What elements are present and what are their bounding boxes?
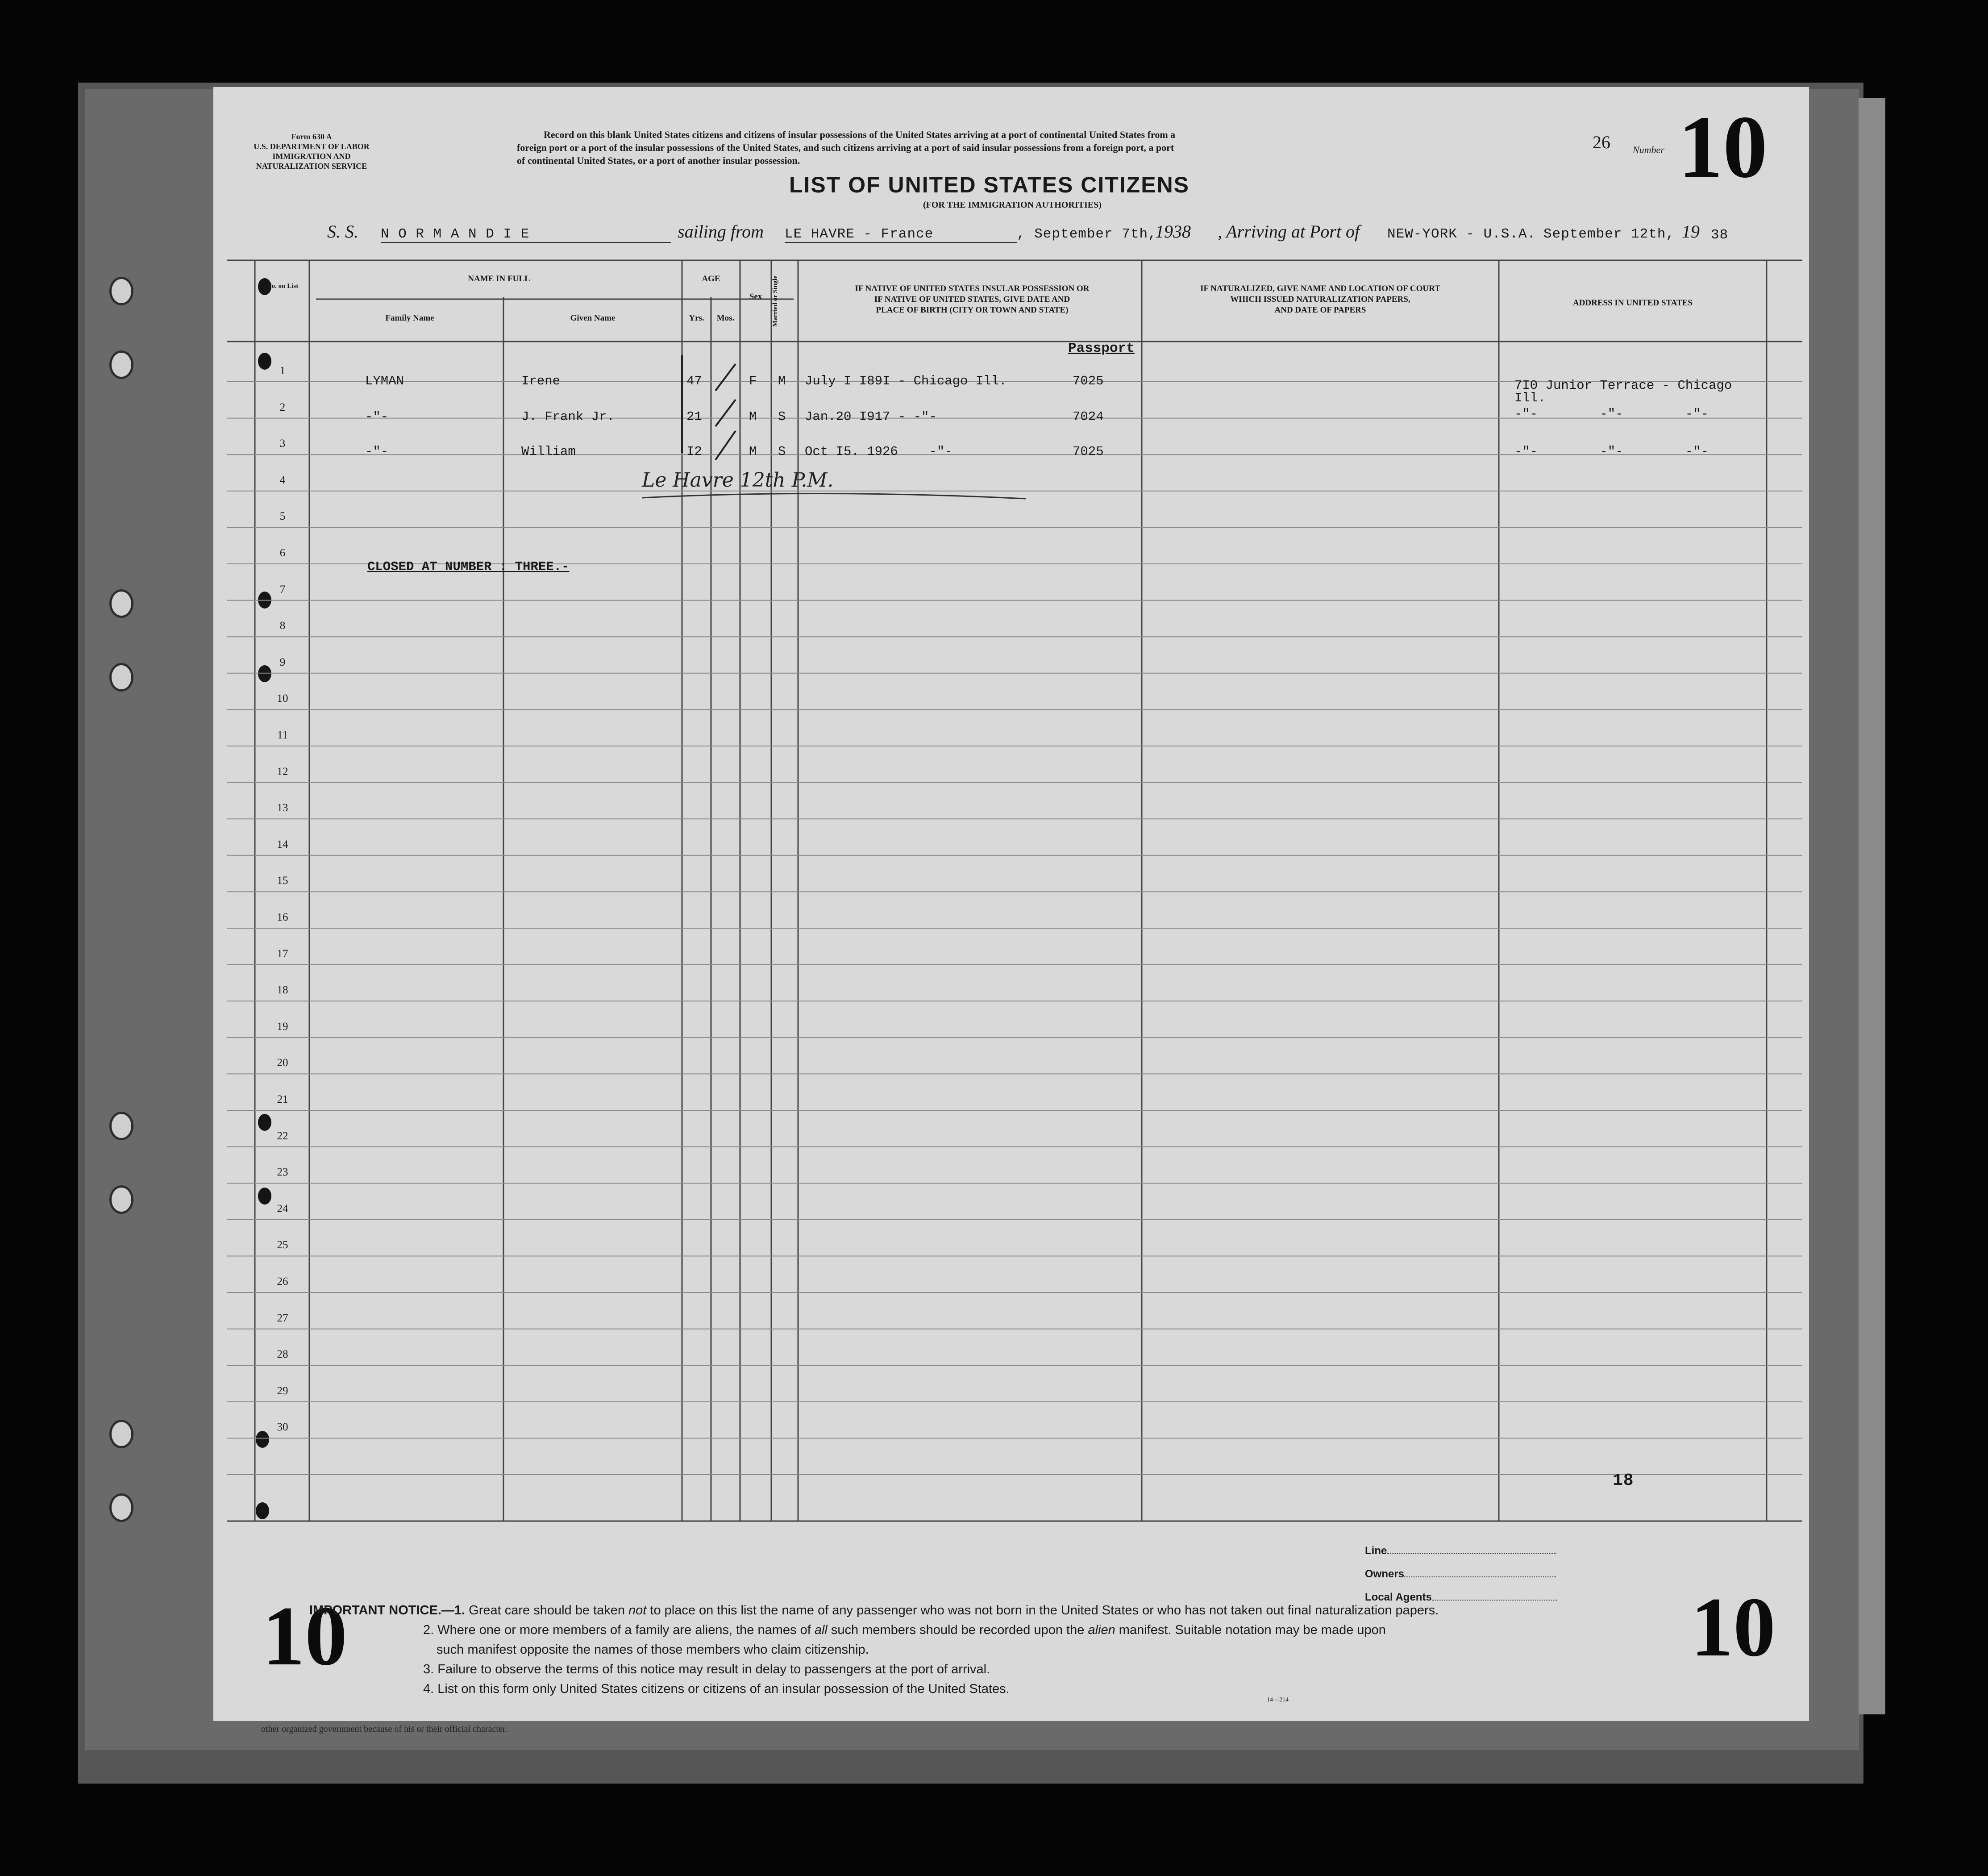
record-line: foreign port or a port of the insular possessions of the United States, and such citizens arriving at a port of said insular possessions from a foreign port, a port — [517, 142, 1174, 153]
address: -"- -"- -"- — [1514, 444, 1709, 459]
birth-info: July I I89I - Chicago Ill. — [805, 374, 1007, 388]
notice-item-3: 3. Failure to observe the terms of this notice may result in delay to passengers at the port of arrival. — [423, 1662, 990, 1676]
header-sex: Sex — [749, 292, 762, 301]
passport-label: Passport — [1068, 341, 1135, 356]
age-years: 21 — [686, 409, 702, 424]
row-number: 16 — [277, 911, 288, 923]
line-field — [1365, 1545, 1556, 1557]
binder-hole — [109, 1420, 133, 1448]
marital-status: S — [778, 444, 786, 459]
underlying-page-text: other organized government because of his or their official character. — [261, 1724, 507, 1734]
department-line: NATURALIZATION SERVICE — [256, 162, 367, 171]
notice-emphasis: alien — [1088, 1623, 1115, 1637]
marital-status: M — [778, 374, 786, 388]
header-months: Mos. — [716, 313, 735, 323]
closed-at-note: CLOSED AT NUMBER : THREE.- — [367, 559, 570, 574]
row-number: 21 — [277, 1093, 288, 1105]
passport-number: 7024 — [1073, 409, 1104, 424]
row-number: 14 — [277, 838, 288, 850]
row-number: 6 — [279, 547, 286, 559]
header-naturalized-line: WHICH ISSUED NATURALIZATION PAPERS, — [1230, 295, 1410, 304]
row-number: 5 — [279, 510, 286, 523]
departure-port: LE HAVRE - France — [785, 226, 1017, 243]
row-number: 15 — [277, 875, 288, 887]
ship-name: N O R M A N D I E — [381, 226, 671, 243]
arrival-year-prefix: 19 — [1682, 221, 1700, 242]
notice-text: manifest. Suitable notation may be made upon — [1119, 1623, 1386, 1637]
important-notice — [309, 1601, 1760, 1699]
address: 7I0 Junior Terrace - Chicago — [1514, 378, 1732, 393]
row-number: 13 — [277, 802, 288, 814]
row-number: 22 — [277, 1130, 288, 1142]
print-code: 14—214 — [1267, 1697, 1289, 1703]
given-name: William — [521, 444, 576, 459]
sex: F — [749, 374, 757, 388]
record-line: Record on this blank United States citizens and citizens of insular possessions of the United States arriving at a port of continental United States from a — [544, 129, 1176, 140]
sex: M — [749, 444, 757, 459]
row-number: 8 — [279, 620, 286, 632]
manifest-sheet — [213, 87, 1809, 1721]
header-birth-line: PLACE OF BIRTH (CITY OR TOWN AND STATE) — [876, 305, 1069, 315]
header-family-name: Family Name — [385, 313, 434, 323]
number-label: Number — [1633, 144, 1664, 155]
row-number: 30 — [277, 1421, 288, 1434]
binder-hole — [109, 1493, 133, 1522]
given-name: J. Frank Jr. — [521, 409, 615, 424]
age-years: I2 — [686, 444, 702, 459]
agents-label: Local Agents — [1365, 1591, 1432, 1603]
row-number: 11 — [277, 729, 288, 741]
birth-info: Jan.20 I917 - -"- — [805, 409, 937, 424]
header-no-on-list: No. on List — [266, 283, 299, 290]
arrival-port: NEW-YORK - U.S.A. — [1387, 226, 1536, 242]
row-number: 4 — [279, 474, 286, 486]
document-subtitle: (FOR THE IMMIGRATION AUTHORITIES) — [923, 200, 1102, 210]
binder-hole — [109, 589, 133, 618]
departure-year: 1938 — [1155, 221, 1191, 242]
age-years: 47 — [686, 374, 702, 388]
document-title: LIST OF UNITED STATES CITIZENS — [789, 172, 1190, 197]
header-married-single: Married or Single — [772, 275, 779, 327]
notice-item-1 — [309, 1601, 1760, 1620]
line-label: Line — [1365, 1545, 1387, 1557]
header-given-name: Given Name — [570, 313, 616, 323]
sex: M — [749, 409, 757, 424]
row-number: 26 — [277, 1276, 288, 1288]
ruled-grid — [213, 87, 1809, 1721]
notice-emphasis: not — [628, 1603, 647, 1618]
arrival-date: September 12th, — [1543, 226, 1675, 242]
row-number: 29 — [277, 1384, 288, 1397]
header-naturalized-line: IF NATURALIZED, GIVE NAME AND LOCATION OF COURT — [1200, 284, 1440, 293]
row-number: 24 — [277, 1202, 288, 1215]
row-number: 7 — [279, 583, 286, 596]
binder-hole — [109, 1185, 133, 1214]
form-number: Form 630 A — [291, 132, 332, 141]
row-number: 3 — [279, 438, 286, 450]
sailing-label: sailing from — [678, 221, 764, 242]
notice-item-2-cont: such manifest opposite the names of those members who claim citizenship. — [437, 1643, 869, 1657]
department-line: U.S. DEPARTMENT OF LABOR — [254, 142, 370, 151]
binder-hole — [109, 663, 133, 692]
arriving-label: , Arriving at Port of — [1218, 221, 1360, 242]
departure-date: , September 7th, — [1017, 226, 1157, 242]
row-number: 19 — [277, 1020, 288, 1033]
row-number: 18 — [277, 984, 288, 996]
notice-text: Great care should be taken — [469, 1603, 625, 1618]
notice-item-2 — [309, 1620, 1760, 1640]
owners-field — [1365, 1568, 1556, 1580]
notice-emphasis: all — [814, 1623, 828, 1637]
row-number: 9 — [279, 656, 286, 668]
row-number: 25 — [277, 1239, 288, 1251]
given-name: Irene — [521, 374, 561, 388]
header-birth — [803, 283, 1142, 316]
header-address: ADDRESS IN UNITED STATES — [1572, 298, 1693, 308]
record-line: of continental United States, or a port of another insular possession. — [517, 155, 800, 166]
passport-number: 7025 — [1073, 374, 1104, 388]
address-line-2: Ill. — [1514, 391, 1546, 405]
notice-heading: IMPORTANT NOTICE.—1. — [309, 1603, 466, 1618]
row-number: 23 — [277, 1166, 288, 1179]
age-check-marks — [678, 355, 749, 462]
list-number-stamp-bottom-left: 10 — [262, 1589, 347, 1683]
header-birth-line: IF NATIVE OF UNITED STATES, GIVE DATE AND — [874, 295, 1070, 304]
list-number-stamp: 10 — [1678, 98, 1768, 196]
notice-text: to place on this list the name of any passenger who was not born in the United States or who has not taken out final naturalization papers. — [650, 1603, 1439, 1618]
owners-label: Owners — [1365, 1568, 1405, 1580]
header-years: Yrs. — [689, 313, 704, 323]
binder-hole — [109, 1112, 133, 1140]
header-naturalized-line: AND DATE OF PAPERS — [1274, 305, 1366, 315]
list-number-stamp-bottom-right: 10 — [1691, 1580, 1776, 1674]
notice-text: such members should be recorded upon the — [831, 1623, 1085, 1637]
family-name: -"- — [365, 444, 389, 459]
row-number: 28 — [277, 1348, 288, 1361]
row-number: 17 — [277, 947, 288, 960]
birth-info: Oct I5. 1926 -"- — [805, 444, 952, 459]
binder-hole — [109, 350, 133, 379]
header-birth-line: IF NATIVE OF UNITED STATES INSULAR POSSESSION OR — [855, 284, 1090, 293]
row-number: 20 — [277, 1057, 288, 1069]
row-number: 27 — [277, 1312, 288, 1324]
header-age: AGE — [702, 274, 720, 283]
marital-status: S — [778, 409, 786, 424]
notice-item-4: 4. List on this form only United States citizens or citizens of an insular possession of the United States. — [423, 1682, 1010, 1696]
ss-label: S. S. — [327, 221, 358, 242]
header-name-in-full: NAME IN FULL — [468, 274, 530, 283]
header-naturalized — [1142, 283, 1499, 316]
row-number: 10 — [277, 692, 288, 705]
notice-text: 2. Where one or more members of a family are aliens, the names of — [423, 1623, 811, 1637]
page-stack-edge — [1859, 98, 1885, 1714]
handwritten-annotation: Le Havre 12th P.M. — [642, 469, 834, 492]
row-number: 2 — [279, 401, 286, 413]
page-number: 26 — [1593, 132, 1610, 152]
arrival-year: 38 — [1711, 227, 1729, 243]
handwritten-underline — [642, 489, 1030, 502]
family-name: -"- — [365, 409, 389, 424]
family-name: LYMAN — [365, 374, 404, 388]
row-number: 12 — [277, 765, 288, 778]
address: -"- -"- -"- — [1514, 407, 1709, 421]
row-number: 1 — [279, 365, 286, 377]
passport-number: 7025 — [1073, 444, 1104, 459]
sheet-count: 18 — [1613, 1471, 1634, 1490]
binder-hole — [109, 277, 133, 305]
department-line: IMMIGRATION AND — [272, 152, 351, 161]
